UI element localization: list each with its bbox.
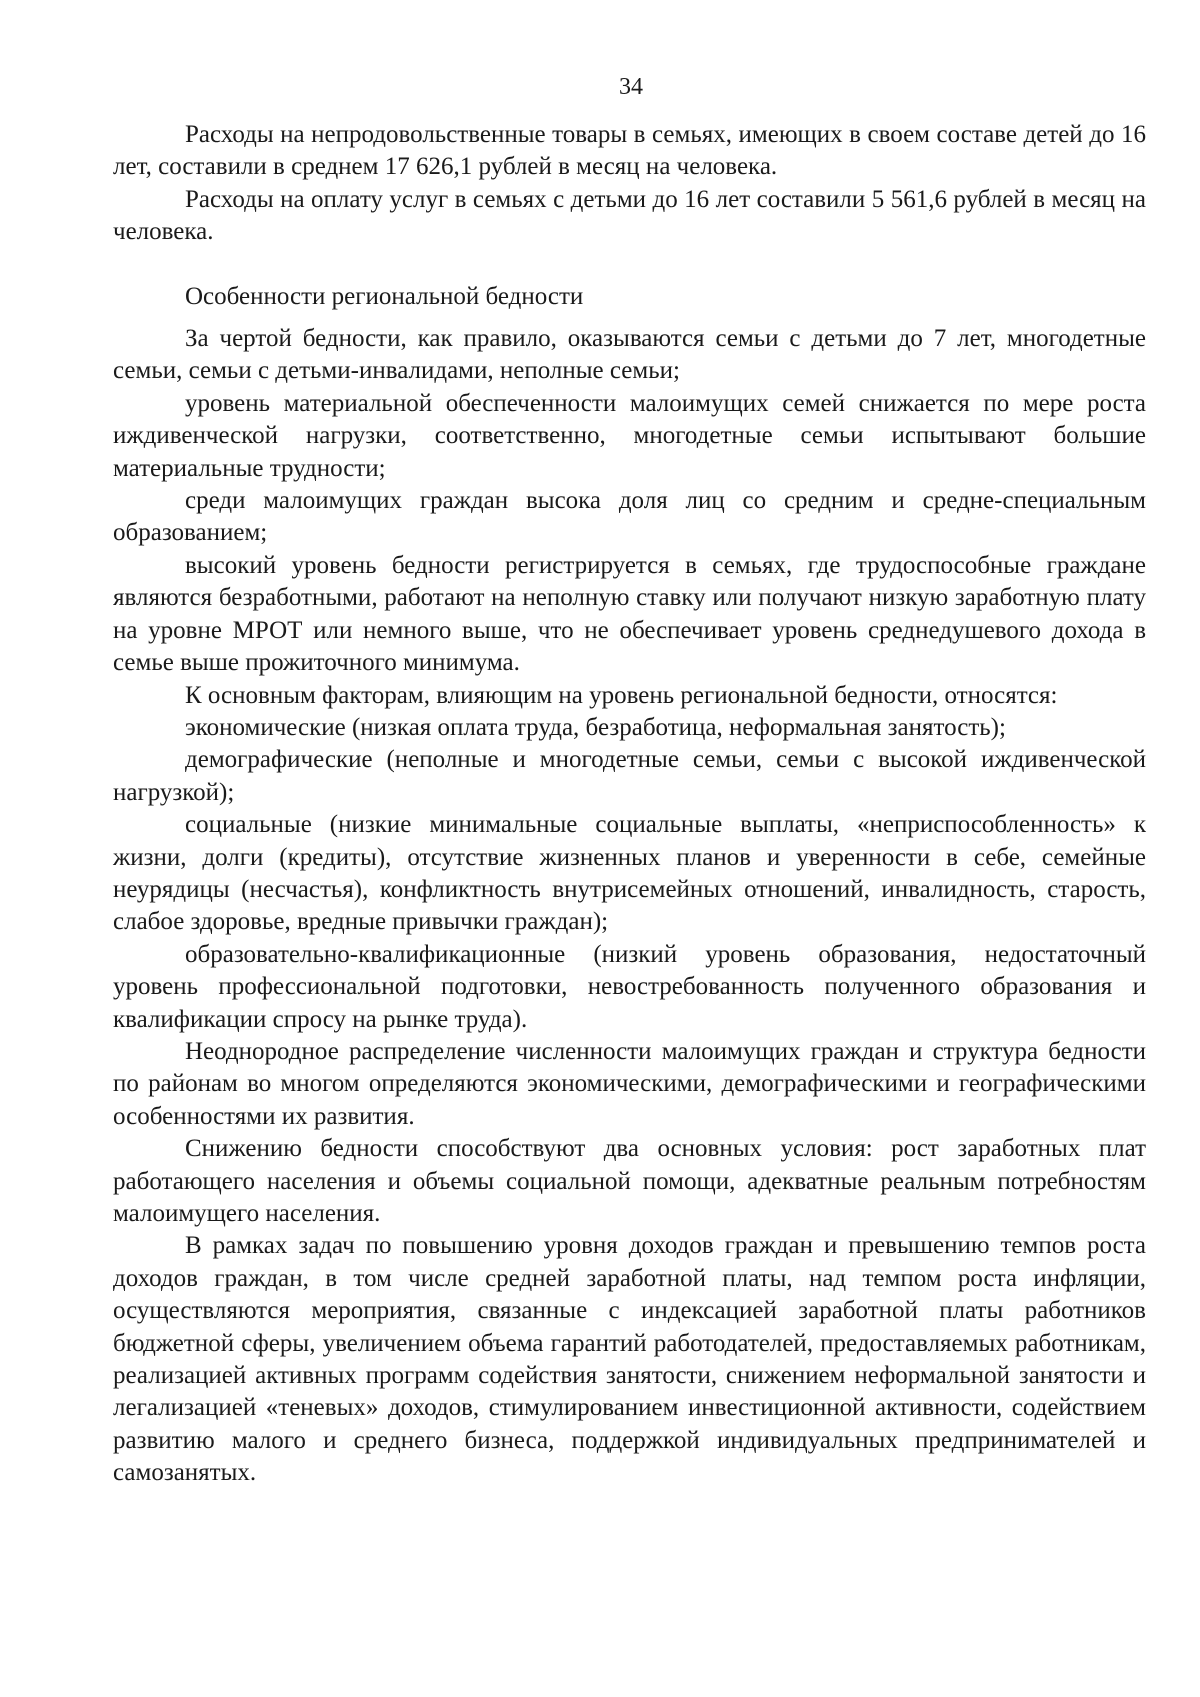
paragraph-nonfood-expenses: Расходы на непродовольственные товары в семьях, имеющих в своем составе детей до 16 лет, составили в среднем 17 626,1 рублей в месяц на человека. [113, 121, 1146, 181]
paragraph-factor-education: образовательно-квалификационные (низкий уровень образования, недостаточный уровень профессиональной подготовки, невостребованность полученного образования и квалификации спросу на рынке труда). [113, 940, 1146, 1033]
page-number: 34 [619, 74, 643, 100]
paragraph-education-share: среди малоимущих граждан высока доля лиц со средним и средне-специальным образованием; [113, 487, 1146, 547]
paragraph-factor-social: социальные (низкие минимальные социальные выплаты, «неприспособленность» к жизни, долги (кредиты), отсутствие жизненных планов и уверенности в себе, семейные неурядицы (несчастья), конфликтность внутрисемейных отношений, инвалидность, старость, слабое здоровье, вредные привычки граждан); [113, 811, 1146, 936]
paragraph-factor-economic: экономические (низкая оплата труда, безработица, неформальная занятость); [185, 713, 1006, 741]
paragraph-measures: В рамках задач по повышению уровня доходов граждан и превышению темпов роста доходов граждан, в том числе средней заработной платы, над темпом роста инфляции, осуществляются мероприятия, связанные с индексацией заработной платы работников бюджетной сферы, увеличением объема гарантий работодателей, предоставляемых работникам, реализацией активных программ содействия занятости, снижением неформальной занятости и легализацией «теневых» доходов, стимулированием инвестиционной активности, содействием развитию малого и среднего бизнеса, поддержкой индивидуальных предпринимателей и самозанятых. [113, 1232, 1146, 1487]
document-body [113, 119, 1146, 1490]
section-heading: Особенности региональной бедности [185, 282, 584, 310]
paragraph-factor-demographic: демографические (неполные и многодетные семьи, семьи с высокой иждивенческой нагрузкой); [113, 746, 1146, 806]
paragraph-reduction-conditions: Снижению бедности способствуют два основных условия: рост заработных плат работающего населения и объемы социальной помощи, адекватные реальным потребностям малоимущего населения. [113, 1135, 1146, 1227]
paragraph-factors-intro: К основным факторам, влияющим на уровень региональной бедности, относятся: [185, 681, 1058, 709]
paragraph-services-expenses: Расходы на оплату услуг в семьях с детьми до 16 лет составили 5 561,6 рублей в месяц на человека. [113, 185, 1146, 246]
paragraph-distribution: Неоднородное распределение численности малоимущих граждан и структура бедности по районам во многом определяются экономическими, демографическими и географическими особенностями их развития. [113, 1037, 1146, 1130]
paragraph-unemployment: высокий уровень бедности регистрируется в семьях, где трудоспособные граждане являются безработными, работают на неполную ставку или получают низкую заработную плату на уровне МРОТ или немного выше, что не обеспечивает уровень среднедушевого дохода в семье выше прожиточного минимума. [113, 551, 1146, 677]
paragraph-poverty-families: За чертой бедности, как правило, оказываются семьи с детьми до 7 лет, многодетные семьи, семьи с детьми-инвалидами, неполные семьи; [113, 325, 1146, 385]
paragraph-dependency-load: уровень материальной обеспеченности малоимущих семей снижается по мере роста иждивенческой нагрузки, соответственно, многодетные семьи испытывают большие материальные трудности; [113, 389, 1146, 482]
